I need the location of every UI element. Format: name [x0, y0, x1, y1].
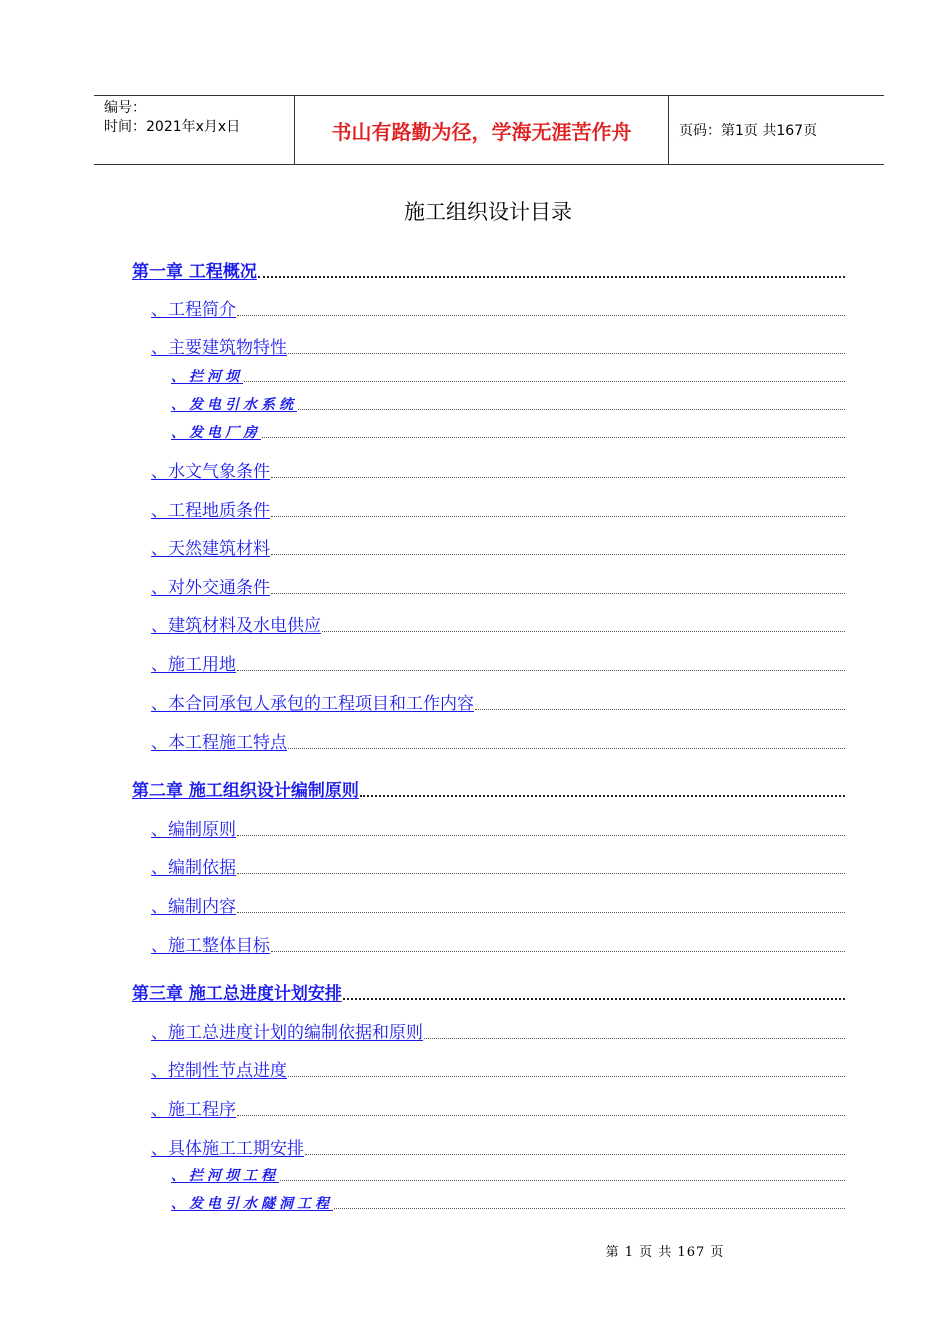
- header-motto: 书山有路勤为径，学海无涯苦作舟: [295, 96, 669, 164]
- toc-dot-leader: [305, 1154, 845, 1155]
- toc-dot-leader: [258, 276, 845, 278]
- toc-entry-level-1[interactable]: [132, 979, 845, 1004]
- toc-dot-leader: [343, 998, 845, 1000]
- toc-dot-leader: [288, 1076, 845, 1077]
- toc-dot-leader: [475, 709, 845, 710]
- toc-entry-level-2[interactable]: [151, 728, 845, 753]
- toc-entry-link[interactable]: 、施工整体目标: [151, 936, 270, 956]
- toc-entry-link[interactable]: 第一章 工程概况: [132, 262, 257, 282]
- toc-dot-leader: [334, 1208, 845, 1209]
- toc-entry-link[interactable]: 、编制内容: [151, 897, 236, 917]
- toc-entry-link[interactable]: 、具体施工工期安排: [151, 1139, 304, 1159]
- document-time-label: 时间：2021年x月x日: [104, 119, 241, 135]
- toc-entry-link[interactable]: 、施工总进度计划的编制依据和原则: [151, 1023, 423, 1043]
- toc-dot-leader: [262, 437, 845, 438]
- toc-dot-leader: [424, 1038, 845, 1039]
- toc-dot-leader: [360, 795, 845, 797]
- toc-entry-level-2[interactable]: [151, 1018, 845, 1043]
- toc-dot-leader: [237, 1115, 845, 1116]
- toc-entry-link[interactable]: 、主要建筑物特性: [151, 338, 287, 358]
- document-title: 施工组织设计目录: [404, 200, 572, 224]
- toc-entry-level-2[interactable]: [151, 573, 845, 598]
- toc-dot-leader: [288, 353, 845, 354]
- toc-entry-link[interactable]: 、编制依据: [151, 858, 236, 878]
- header-meta-cell: [94, 96, 295, 164]
- toc-entry-level-2[interactable]: [151, 1134, 845, 1159]
- toc-entry-level-2[interactable]: [151, 457, 845, 482]
- toc-entry-link[interactable]: 、拦河坝工程: [171, 1168, 279, 1184]
- toc-entry-link[interactable]: 第二章 施工组织设计编制原则: [132, 781, 359, 801]
- toc-entry-level-2[interactable]: [151, 295, 845, 320]
- toc-entry-link[interactable]: 、拦河坝: [171, 369, 243, 385]
- toc-entry-link[interactable]: 、工程简介: [151, 300, 236, 320]
- toc-entry-link[interactable]: 、控制性节点进度: [151, 1061, 287, 1081]
- toc-entry-link[interactable]: 、施工程序: [151, 1100, 236, 1120]
- toc-entry-level-2[interactable]: [151, 1095, 845, 1120]
- toc-dot-leader: [271, 477, 845, 478]
- toc-entry-link[interactable]: 、编制原则: [151, 820, 236, 840]
- toc-entry-level-2[interactable]: [151, 853, 845, 878]
- document-number-label: 编号：: [104, 100, 146, 116]
- toc-entry-link[interactable]: 、水文气象条件: [151, 462, 270, 482]
- toc-entry-level-2[interactable]: [151, 931, 845, 956]
- toc-entry-level-2[interactable]: [151, 892, 845, 917]
- toc-entry-level-1[interactable]: [132, 257, 845, 282]
- toc-dot-leader: [322, 631, 845, 632]
- toc-dot-leader: [237, 912, 845, 913]
- toc-entry-level-2[interactable]: [151, 496, 845, 521]
- toc-entry-link[interactable]: 、本工程施工特点: [151, 733, 287, 753]
- toc-entry-link[interactable]: 、发电引水系统: [171, 397, 297, 413]
- page-footer: 第 1 页 共 167 页: [605, 1245, 725, 1260]
- toc-entry-level-3[interactable]: [171, 366, 845, 386]
- page-header: [94, 95, 884, 165]
- toc-entry-level-3[interactable]: [171, 1165, 845, 1185]
- toc-entry-level-2[interactable]: [151, 650, 845, 675]
- toc-dot-leader: [237, 315, 845, 316]
- toc-entry-link[interactable]: 第三章 施工总进度计划安排: [132, 984, 342, 1004]
- toc-entry-link[interactable]: 、施工用地: [151, 655, 236, 675]
- toc-entry-level-2[interactable]: [151, 333, 845, 358]
- toc-entry-link[interactable]: 、对外交通条件: [151, 578, 270, 598]
- toc-dot-leader: [271, 593, 845, 594]
- toc-dot-leader: [271, 951, 845, 952]
- toc-entry-level-3[interactable]: [171, 422, 845, 442]
- toc-dot-leader: [271, 516, 845, 517]
- toc-entry-level-1[interactable]: [132, 776, 845, 801]
- toc-entry-link[interactable]: 、工程地质条件: [151, 501, 270, 521]
- toc-entry-level-3[interactable]: [171, 394, 845, 414]
- toc-entry-link[interactable]: 、建筑材料及水电供应: [151, 616, 321, 636]
- toc-entry-link[interactable]: 、发电厂房: [171, 425, 261, 441]
- toc-dot-leader: [237, 670, 845, 671]
- toc-dot-leader: [280, 1180, 845, 1181]
- toc-entry-link[interactable]: 、发电引水隧洞工程: [171, 1196, 333, 1212]
- toc-entry-link[interactable]: 、天然建筑材料: [151, 539, 270, 559]
- toc-dot-leader: [244, 381, 845, 382]
- toc-entry-level-2[interactable]: [151, 815, 845, 840]
- toc-dot-leader: [271, 554, 845, 555]
- toc-dot-leader: [298, 409, 845, 410]
- toc-dot-leader: [237, 873, 845, 874]
- toc-entry-level-2[interactable]: [151, 689, 845, 714]
- toc-entry-level-3[interactable]: [171, 1193, 845, 1213]
- header-page-info: 页码：第1页 共167页: [679, 123, 818, 139]
- toc-entry-level-2[interactable]: [151, 534, 845, 559]
- toc-entry-link[interactable]: 、本合同承包人承包的工程项目和工作内容: [151, 694, 474, 714]
- toc-entry-level-2[interactable]: [151, 1056, 845, 1081]
- toc-entry-level-2[interactable]: [151, 611, 845, 636]
- toc-dot-leader: [288, 748, 845, 749]
- toc-dot-leader: [237, 835, 845, 836]
